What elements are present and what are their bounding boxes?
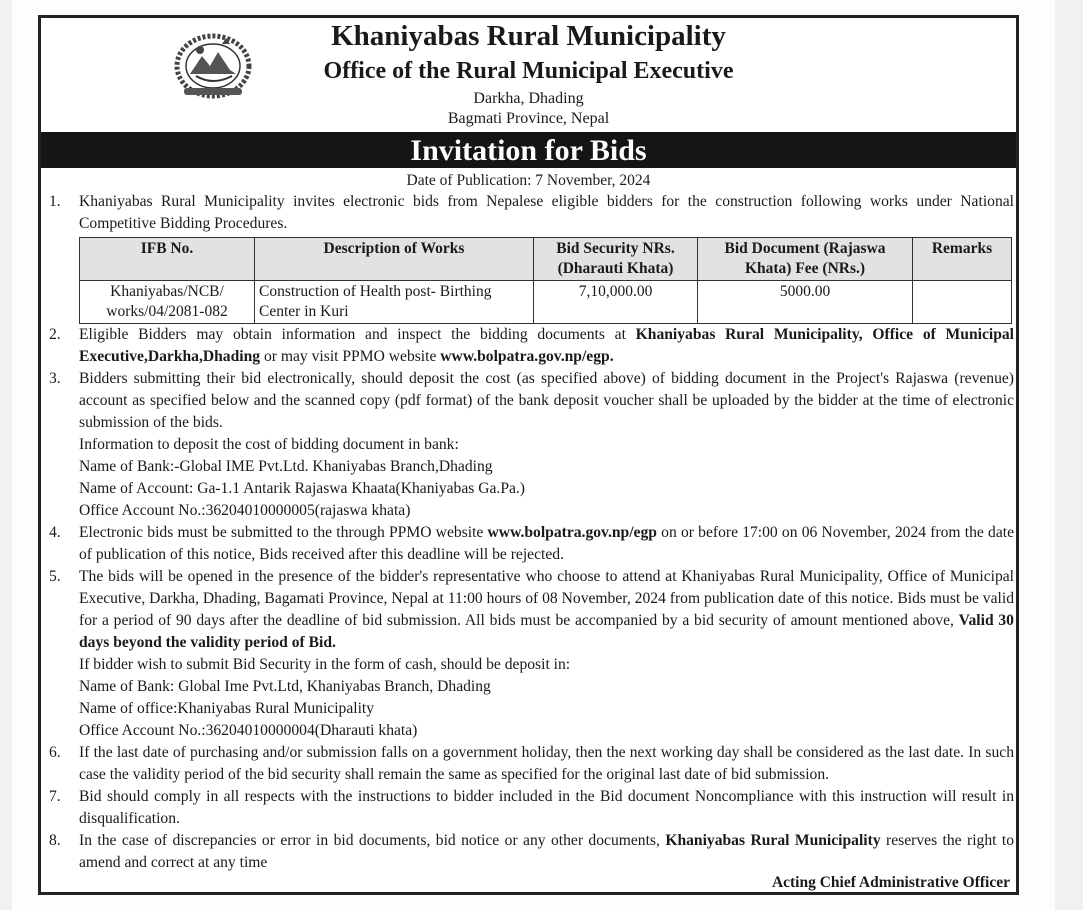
notice-body bbox=[41, 191, 1016, 874]
clause-text: or may visit PPMO website bbox=[260, 348, 441, 365]
table-row bbox=[80, 281, 1012, 324]
column-header: Remarks bbox=[913, 238, 1012, 281]
clause-1 bbox=[41, 191, 1016, 324]
table-header-row bbox=[80, 238, 1012, 281]
clause-8 bbox=[41, 830, 1016, 874]
clause-text: Bidders submitting their bid electronically, should deposit the cost (as specified above) of bidding document in the Project's Rajaswa (revenue) account as specified below and the scanned copy (pdf format) of the bank deposit voucher shall be uploaded by the bidder at the time of electronic submission of the bids. bbox=[79, 370, 1014, 431]
clause-number: 1. bbox=[49, 193, 61, 210]
clause-7 bbox=[41, 786, 1016, 830]
column-header: Bid Security NRs. (Dharauti Khata) bbox=[534, 238, 698, 281]
bid-security-cell: 7,10,000.00 bbox=[534, 281, 698, 324]
clause-text: In the case of discrepancies or error in bid documents, bid notice or any other documents, bbox=[79, 832, 666, 849]
clause-5 bbox=[41, 566, 1016, 742]
account-number: Office Account No.:36204010000005(rajaswa khata) bbox=[79, 502, 411, 519]
clause-text: The bids will be opened in the presence of the bidder's representative who choose to attend at Khaniyabas Rural Municipality, Office of Municipal Executive, Darkha, Dhading, Bagamati Province, Nepal at 11:00 hours of 08 November, 2024 from publication date of this notice. Bids must be valid for a period of 90 days after the deadline of bid submission. All bids must be accompanied by a bid security of amount mentioned above, bbox=[79, 568, 1014, 629]
office-location-bold: Khaniyabas Rural Municipality, Office of Municipal Executive,Darkha,Dhading bbox=[79, 326, 1015, 365]
office-name-line: Name of office:Khaniyabas Rural Municipality bbox=[79, 700, 375, 717]
account-number: Office Account No.:36204010000004(Dharauti khata) bbox=[79, 722, 418, 739]
clause-6 bbox=[41, 742, 1016, 786]
signatory-title: Acting Chief Administrative Officer bbox=[771, 874, 1010, 891]
bid-document-fee-cell: 5000.00 bbox=[698, 281, 913, 324]
clause-text: Eligible Bidders may obtain information and inspect the bidding documents at bbox=[79, 326, 636, 343]
clause-3 bbox=[41, 368, 1016, 522]
clause-number: 5. bbox=[49, 568, 61, 585]
ifb-number-cell: Khaniyabas/NCB/ works/04/2081-082 bbox=[80, 281, 255, 324]
bid-notice bbox=[38, 15, 1019, 895]
bank-name: Name of Bank: Global Ime Pvt.Ltd, Khaniyabas Branch, Dhading bbox=[79, 678, 491, 695]
clause-number: 3. bbox=[49, 370, 61, 387]
column-header: Bid Document (Rajaswa Khata) Fee (NRs.) bbox=[698, 238, 913, 281]
clause-number: 2. bbox=[49, 326, 61, 343]
clause-4 bbox=[41, 522, 1016, 566]
clause-number: 8. bbox=[49, 832, 61, 849]
municipality-name: Khaniyabas Rural Municipality bbox=[331, 20, 726, 52]
publication-date: Date of Publication: 7 November, 2024 bbox=[406, 172, 651, 189]
column-header: Description of Works bbox=[255, 238, 534, 281]
work-description-cell: Construction of Health post- Birthing Center in Kuri bbox=[255, 281, 534, 324]
address-line-2: Bagmati Province, Nepal bbox=[447, 110, 610, 127]
ppmo-website-link[interactable]: www.bolpatra.gov.np/egp. bbox=[440, 348, 614, 365]
municipality-name-bold: Khaniyabas Rural Municipality bbox=[665, 832, 881, 849]
column-header: IFB No. bbox=[80, 238, 255, 281]
address-line-1: Darkha, Dhading bbox=[473, 90, 584, 107]
deposit-info-heading: Information to deposit the cost of bidding document in bank: bbox=[79, 436, 459, 453]
office-name: Office of the Rural Municipal Executive bbox=[323, 58, 734, 84]
clause-text: Electronic bids must be submitted to the through PPMO website bbox=[79, 524, 488, 541]
clause-text: Khaniyabas Rural Municipality invites electronic bids from Nepalese eligible bidders for the construction following works under National Competitive Bidding Procedures. bbox=[79, 193, 1014, 232]
notice-title: Invitation for Bids bbox=[41, 132, 1016, 168]
clause-text: Bid should comply in all respects with the instructions to bidder included in the Bid document Noncompliance with this instruction will result in disqualification. bbox=[79, 788, 1014, 827]
clause-text: If the last date of purchasing and/or submission falls on a government holiday, then the next working day shall be considered as the last date. In such case the validity period of the bid security shall remain the same as specified for the original last date of bid submission. bbox=[79, 744, 1014, 783]
validity-note-bold: Valid 30 days beyond the validity period of Bid. bbox=[79, 612, 1014, 651]
clause-number: 4. bbox=[49, 524, 61, 541]
ppmo-website-link[interactable]: www.bolpatra.gov.np/egp bbox=[487, 524, 657, 541]
cash-deposit-heading: If bidder wish to submit Bid Security in the form of cash, should be deposit in: bbox=[79, 656, 571, 673]
clause-text: on or before 17:00 on 06 November, 2024 from the date of publication of this notice, Bids received after this deadline will be rejected. bbox=[79, 524, 1015, 563]
remarks-cell bbox=[913, 281, 1012, 324]
ifb-table bbox=[79, 237, 1012, 324]
account-name: Name of Account: Ga-1.1 Antarik Rajaswa Khaata(Khaniyabas Ga.Pa.) bbox=[79, 480, 526, 497]
clause-number: 7. bbox=[49, 788, 61, 805]
clause-number: 6. bbox=[49, 744, 61, 761]
clause-text: reserves the right to amend and correct at any time bbox=[79, 832, 1015, 871]
clause-2 bbox=[41, 324, 1016, 368]
bank-name: Name of Bank:-Global IME Pvt.Ltd. Khaniyabas Branch,Dhading bbox=[79, 458, 493, 475]
